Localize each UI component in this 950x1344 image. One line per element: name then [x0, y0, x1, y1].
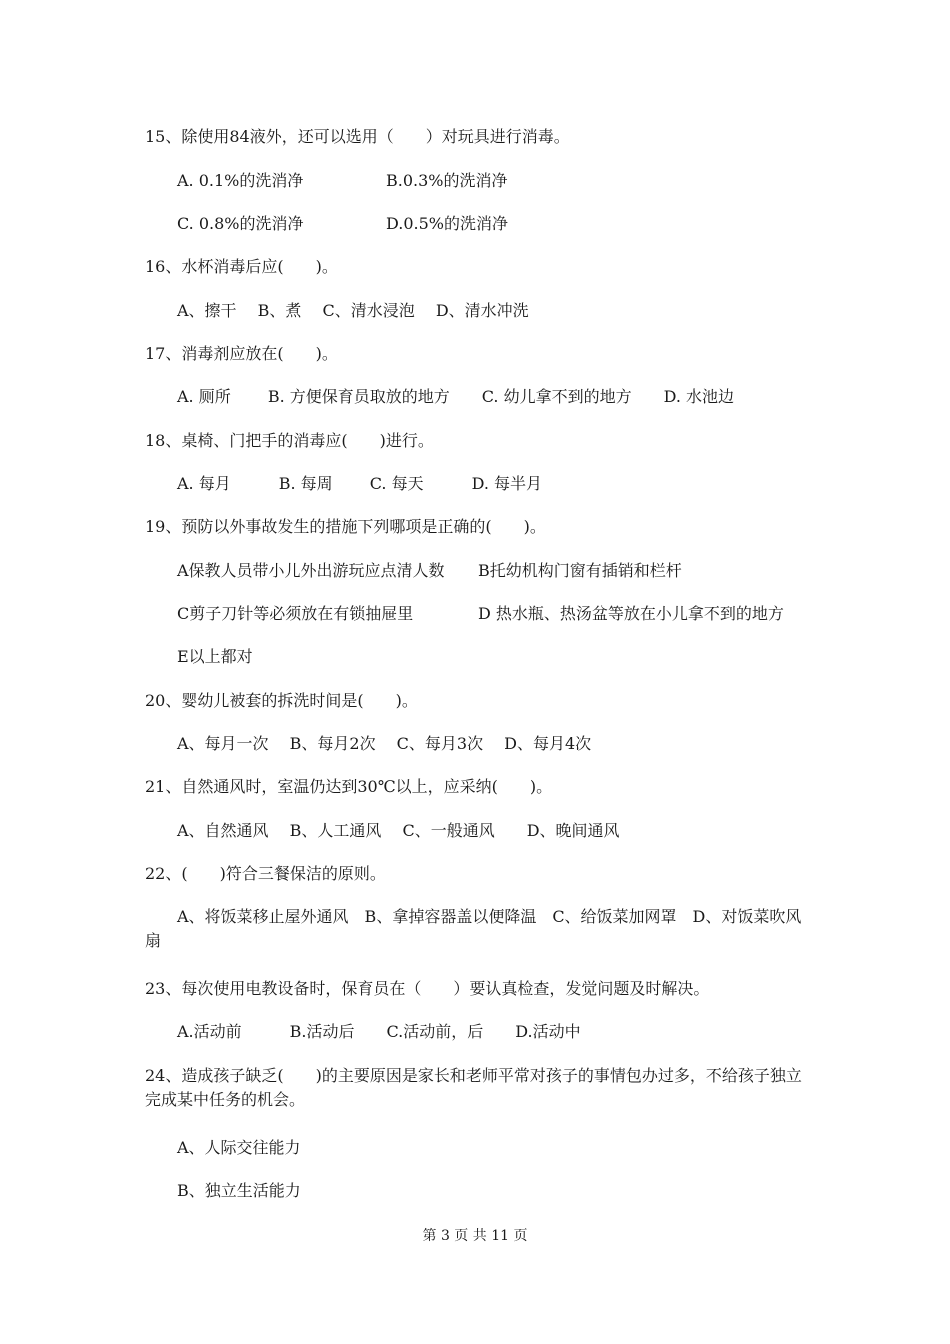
question-22-options: A、将饭菜移止屋外通风 B、拿掉容器盖以便降温 C、给饭菜加网罩 D、对饭菜吹风扇: [145, 907, 802, 950]
question-16-options: A、擦干 B、煮 C、清水浸泡 D、清水冲洗: [177, 301, 529, 320]
question-20-options: A、每月一次 B、每月2次 C、每月3次 D、每月4次: [177, 734, 592, 753]
question-15-option-a: A. 0.1%的洗消净: [177, 171, 304, 190]
question-16: 16、水杯消毒后应( )。: [145, 257, 338, 276]
question-22: 22、( )符合三餐保洁的原则。: [145, 864, 386, 883]
question-17: 17、消毒剂应放在( )。: [145, 344, 338, 363]
question-19-option-c: C剪子刀针等必须放在有锁抽屉里: [177, 604, 414, 623]
question-18: 18、桌椅、门把手的消毒应( )进行。: [145, 431, 434, 450]
question-24-option-a: A、人际交往能力: [177, 1138, 301, 1157]
question-15-option-c: C. 0.8%的洗消净: [177, 214, 304, 233]
question-15-option-d: D.0.5%的洗消净: [386, 214, 508, 233]
question-21-options: A、自然通风 B、人工通风 C、一般通风 D、晚间通风: [177, 821, 620, 840]
question-19-option-b: B托幼机构门窗有插销和栏杆: [478, 561, 682, 580]
question-23-options: A.活动前 B.活动后 C.活动前，后 D.活动中: [177, 1022, 581, 1041]
question-15: 15、除使用84液外，还可以选用（ ）对玩具进行消毒。: [145, 127, 570, 146]
question-23: 23、每次使用电教设备时，保育员在（ ）要认真检查，发觉问题及时解决。: [145, 979, 710, 998]
question-17-options: A. 厕所 B. 方便保育员取放的地方 C. 幼儿拿不到的地方 D. 水池边: [177, 387, 735, 406]
question-19-option-a: A保教人员带小儿外出游玩应点清人数: [177, 561, 445, 580]
question-18-options: A. 每月 B. 每周 C. 每天 D. 每半月: [177, 474, 543, 493]
question-21: 21、自然通风时，室温仍达到30℃以上，应采纳( )。: [145, 777, 553, 796]
question-24: 24、造成孩子缺乏( )的主要原因是家长和老师平常对孩子的事情包办过多，不给孩子独立完成某中任务的机会。: [145, 1066, 802, 1109]
question-20: 20、婴幼儿被套的拆洗时间是( )。: [145, 691, 418, 710]
page-number-footer: 第 3 页 共 11 页: [422, 1228, 528, 1244]
question-19-option-d: D 热水瓶、热汤盆等放在小儿拿不到的地方: [478, 604, 784, 623]
question-24-option-b: B、独立生活能力: [177, 1181, 301, 1200]
question-19: 19、预防以外事故发生的措施下列哪项是正确的( )。: [145, 517, 546, 536]
question-19-option-e: E以上都对: [177, 647, 253, 666]
question-15-option-b: B.0.3%的洗消净: [386, 171, 508, 190]
